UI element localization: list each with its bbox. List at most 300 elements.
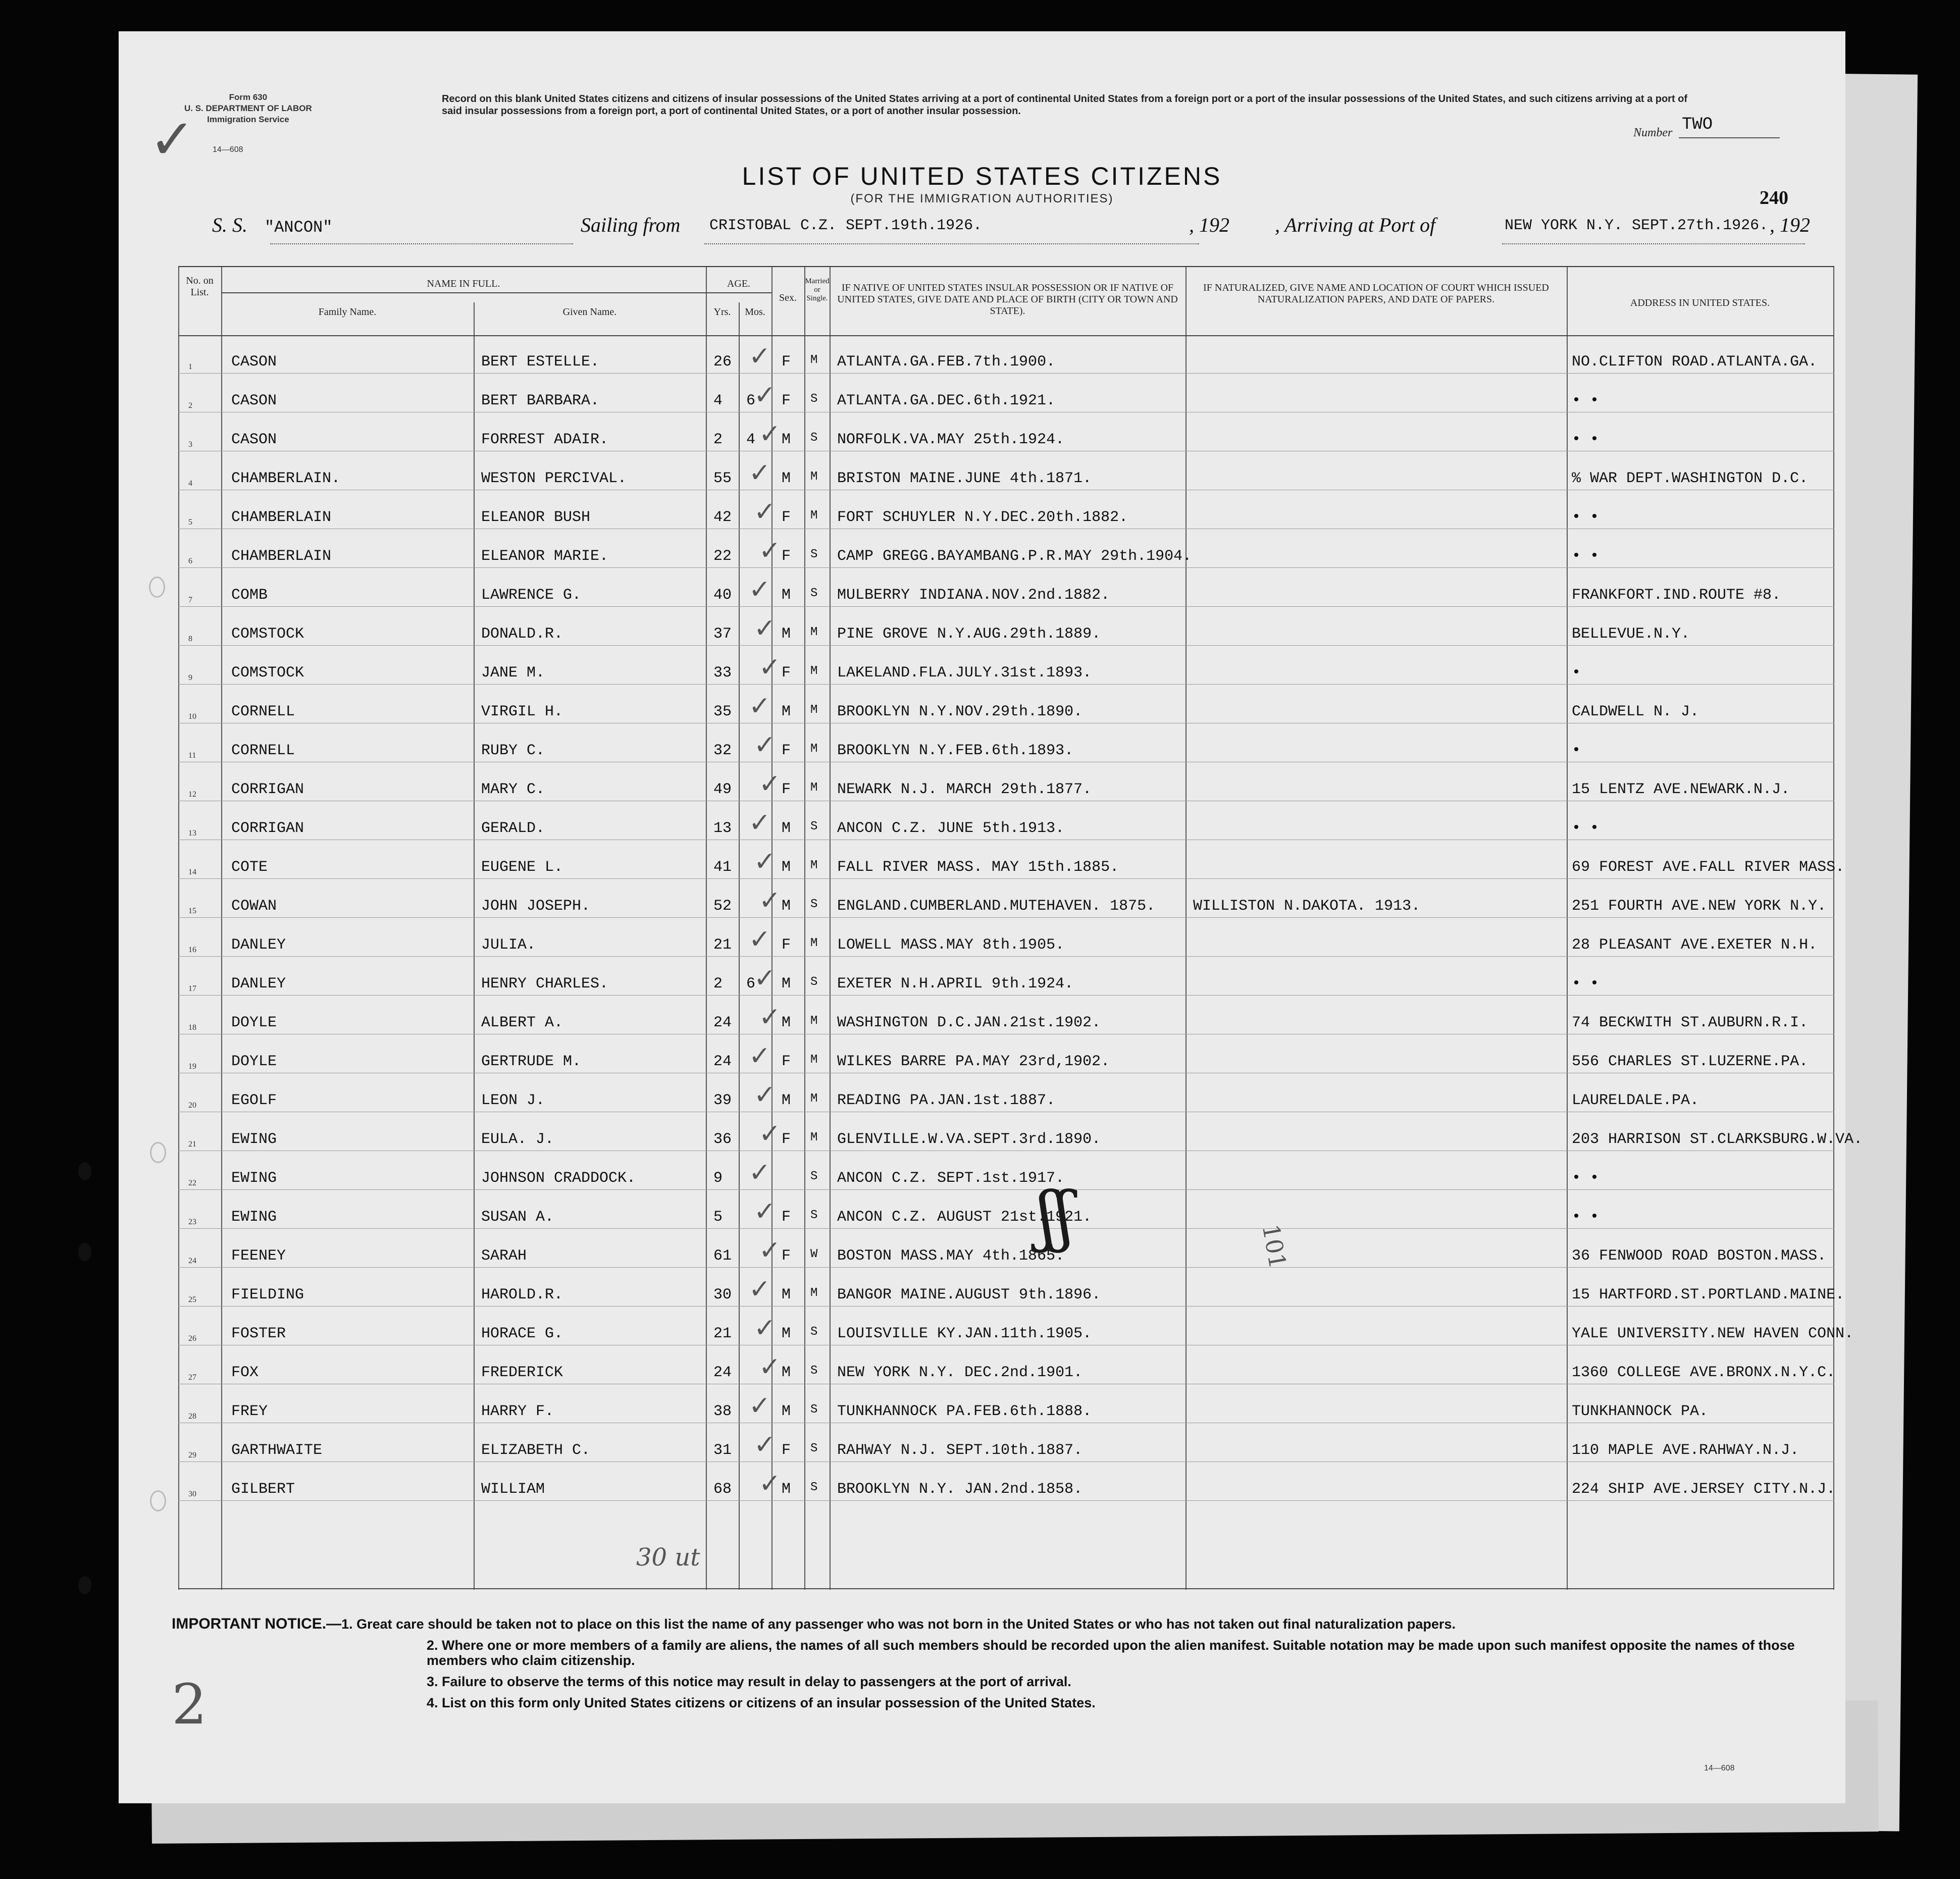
notice-item-1: 1. Great care should be taken not to place on this list the name of any passenger who was not born in the United States or who has not taken out final naturalization papers. <box>341 1616 1456 1632</box>
cell-no: 4 <box>188 479 192 488</box>
cell-sex: M <box>782 470 791 487</box>
cell-nat: WILLISTON N.DAKOTA. 1913. <box>1193 898 1421 915</box>
cell-mos: 6 <box>746 975 756 993</box>
pencil-check-mark: ✓ <box>749 924 771 955</box>
cell-no: 18 <box>188 1023 196 1032</box>
cell-addr: FRANKFORT.IND.ROUTE #8. <box>1572 587 1781 604</box>
cell-yrs: 30 <box>713 1286 732 1303</box>
cell-yrs: 32 <box>713 742 732 759</box>
pencil-check-mark: ✓ <box>754 497 776 527</box>
cell-no: 28 <box>188 1412 196 1421</box>
pencil-check-mark: ✓ <box>759 1002 781 1032</box>
cell-family: CHAMBERLAIN <box>231 548 332 565</box>
cell-sex: M <box>782 1325 791 1342</box>
cell-given: WILLIAM <box>481 1481 545 1498</box>
cell-birth: BROOKLYN N.Y.FEB.6th.1893. <box>837 742 1074 759</box>
cell-addr: • • <box>1572 1170 1600 1187</box>
cell-no: 12 <box>188 790 196 799</box>
manifest-page <box>119 31 1863 1803</box>
header-mos: Mos. <box>745 306 765 318</box>
cell-ms: M <box>810 742 818 756</box>
cell-given: WESTON PERCIVAL. <box>481 470 627 487</box>
cell-sex: M <box>782 820 791 837</box>
cell-birth: BANGOR MAINE.AUGUST 9th.1896. <box>837 1286 1101 1303</box>
cell-addr: 28 PLEASANT AVE.EXETER N.H. <box>1572 936 1818 954</box>
cell-family: FIELDING <box>231 1286 304 1303</box>
cell-yrs: 37 <box>713 625 732 643</box>
cell-sex: F <box>782 781 791 798</box>
cell-sex: F <box>782 1053 791 1070</box>
cell-family: GILBERT <box>231 1481 295 1498</box>
cell-ms: M <box>810 1092 818 1106</box>
cell-given: EULA. J. <box>481 1131 554 1148</box>
pencil-check-mark: ✓ <box>759 419 781 449</box>
row-rule <box>178 373 1834 374</box>
cell-sex: M <box>782 1014 791 1031</box>
cell-birth: NEWARK N.J. MARCH 29th.1877. <box>837 781 1092 798</box>
cell-addr: 74 BECKWITH ST.AUBURN.R.I. <box>1572 1014 1809 1031</box>
cell-family: CHAMBERLAIN <box>231 509 332 526</box>
cell-ms: S <box>810 548 818 561</box>
header-name-group: NAME IN FULL. <box>427 278 500 289</box>
cell-yrs: 22 <box>713 548 732 565</box>
cell-sex: M <box>782 703 791 720</box>
cell-family: CHAMBERLAIN. <box>231 470 341 487</box>
pencil-check-mark: ✓ <box>754 1080 776 1110</box>
instruction-text: Record on this blank United States citizens and citizens of insular possessions of the United States arriving at a port of continental United States from a foreign port or a port of the insular possessions of the United States, and such citizens arriving at a port of said insular possessions from a foreign port, a port of continental United States, or a port of another insular possession. <box>442 93 1688 117</box>
binder-hole <box>78 1576 91 1594</box>
sailing-label: Sailing from <box>581 214 681 236</box>
notice-item-4: 4. List on this form only United States citizens or citizens of an insular possession of the United States. <box>427 1695 1096 1710</box>
cell-ms: S <box>810 587 818 600</box>
cell-birth: LOUISVILLE KY.JAN.11th.1905. <box>837 1325 1092 1342</box>
cell-given: HARRY F. <box>481 1403 554 1420</box>
cell-no: 10 <box>188 712 196 721</box>
cell-sex: M <box>782 898 791 915</box>
notice-heading: IMPORTANT NOTICE.— <box>172 1615 342 1632</box>
cell-no: 20 <box>188 1101 196 1110</box>
cell-addr: • • <box>1572 548 1600 565</box>
cell-birth: GLENVILLE.W.VA.SEPT.3rd.1890. <box>837 1131 1101 1148</box>
cell-yrs: 24 <box>713 1053 732 1070</box>
cell-no: 24 <box>188 1257 196 1265</box>
cell-given: ELIZABETH C. <box>481 1442 591 1459</box>
year-suffix-2: , 192 <box>1770 214 1810 236</box>
cell-addr: 15 LENTZ AVE.NEWARK.N.J. <box>1572 781 1790 798</box>
row-rule <box>178 684 1834 685</box>
cell-given: HORACE G. <box>481 1325 563 1342</box>
pencil-check-mark: ✓ <box>749 1041 771 1071</box>
pencil-check-mark: ✓ <box>754 613 776 644</box>
pencil-check-mark: ✓ <box>759 1119 781 1149</box>
cell-given: BERT ESTELLE. <box>481 353 600 371</box>
binder-hole <box>150 1142 166 1163</box>
cell-given: LEON J. <box>481 1092 545 1109</box>
cell-addr: • <box>1572 664 1581 682</box>
cell-no: 3 <box>188 440 192 449</box>
cell-no: 13 <box>188 829 196 838</box>
cell-ms: M <box>810 664 818 678</box>
cell-sex: F <box>782 936 791 954</box>
cell-sex: M <box>782 431 791 448</box>
cell-family: CASON <box>231 353 277 371</box>
cell-birth: MULBERRY INDIANA.NOV.2nd.1882. <box>837 587 1110 604</box>
cell-no: 26 <box>188 1334 196 1343</box>
cell-family: CASON <box>231 392 277 409</box>
cell-yrs: 42 <box>713 509 732 526</box>
cell-given: ELEANOR BUSH <box>481 509 591 526</box>
cell-ms: M <box>810 625 818 639</box>
cell-no: 6 <box>188 557 192 565</box>
cell-family: EGOLF <box>231 1092 277 1109</box>
check-mark: ✓ <box>149 107 196 172</box>
cell-no: 15 <box>188 907 196 915</box>
cell-yrs: 21 <box>713 1325 732 1342</box>
sailing-underline <box>704 243 1199 244</box>
pencil-check-mark: ✓ <box>754 963 776 994</box>
cell-ms: S <box>810 1403 818 1417</box>
page-mark: 2 <box>172 1672 207 1737</box>
cell-addr: 110 MAPLE AVE.RAHWAY.N.J. <box>1572 1442 1799 1459</box>
pencil-check-mark: ✓ <box>749 1274 771 1304</box>
cell-ms: M <box>810 353 818 367</box>
cell-no: 1 <box>188 362 192 371</box>
number-underline <box>1679 137 1780 138</box>
cell-addr: 1360 COLLEGE AVE.BRONX.N.Y.C. <box>1572 1364 1836 1381</box>
cell-ms: M <box>810 1131 818 1144</box>
cell-family: EWING <box>231 1209 277 1226</box>
cell-sex: M <box>782 625 791 643</box>
cell-sex: F <box>782 742 791 759</box>
cell-sex: F <box>782 509 791 526</box>
cell-sex: M <box>782 1286 791 1303</box>
cell-given: MARY C. <box>481 781 545 798</box>
cell-ms: M <box>810 1014 818 1028</box>
cell-given: JANE M. <box>481 664 545 682</box>
cell-birth: WASHINGTON D.C.JAN.21st.1902. <box>837 1014 1101 1031</box>
form-identification <box>184 92 312 125</box>
cell-ms: M <box>810 1286 818 1300</box>
cell-addr: • • <box>1572 509 1600 526</box>
cell-ms: S <box>810 975 818 989</box>
binder-hole <box>149 577 165 598</box>
cell-family: CORNELL <box>231 703 295 720</box>
pencil-check-mark: ✓ <box>759 1352 781 1382</box>
cell-given: BERT BARBARA. <box>481 392 600 409</box>
cell-no: 14 <box>188 868 196 876</box>
cell-birth: ATLANTA.GA.DEC.6th.1921. <box>837 392 1056 409</box>
cell-given: ELEANOR MARIE. <box>481 548 609 565</box>
cell-sex: F <box>782 353 791 371</box>
cell-sex: F <box>782 548 791 565</box>
cell-birth: READING PA.JAN.1st.1887. <box>837 1092 1056 1109</box>
cell-birth: ANCON C.Z. JUNE 5th.1913. <box>837 820 1065 837</box>
ship-underline <box>270 243 573 244</box>
row-rule <box>178 1189 1834 1190</box>
cell-ms: S <box>810 1364 818 1378</box>
cell-ms: W <box>810 1247 818 1261</box>
cell-addr: 224 SHIP AVE.JERSEY CITY.N.J. <box>1572 1481 1836 1498</box>
cell-family: FOX <box>231 1364 259 1381</box>
cell-addr: TUNKHANNOCK PA. <box>1572 1403 1709 1420</box>
number-value: TWO <box>1682 115 1713 134</box>
header-age: AGE. <box>727 278 751 289</box>
cell-given: JOHN JOSEPH. <box>481 898 591 915</box>
cell-no: 17 <box>188 984 196 993</box>
row-rule <box>178 567 1834 568</box>
cell-birth: BROOKLYN N.Y.NOV.29th.1890. <box>837 703 1083 720</box>
cell-family: CORRIGAN <box>231 820 304 837</box>
row-rule <box>178 917 1834 918</box>
cell-family: COTE <box>231 859 268 876</box>
cell-ms: M <box>810 1053 818 1067</box>
cell-family: CASON <box>231 431 277 448</box>
cell-family: COMSTOCK <box>231 664 304 682</box>
binder-hole <box>78 1162 91 1180</box>
cell-yrs: 5 <box>713 1209 723 1226</box>
cell-family: COMSTOCK <box>231 625 304 643</box>
cell-no: 5 <box>188 518 192 527</box>
header-yrs: Yrs. <box>713 306 731 318</box>
cell-addr: • • <box>1572 392 1600 409</box>
header-married: Married or Single. <box>805 277 830 302</box>
cell-sex: F <box>782 664 791 682</box>
cell-ms: M <box>810 859 818 872</box>
binder-hole <box>78 1243 91 1261</box>
cell-birth: BOSTON MASS.MAY 4th.1865. <box>837 1247 1065 1265</box>
cell-given: SUSAN A. <box>481 1209 554 1226</box>
cell-no: 9 <box>188 673 192 682</box>
page-subtitle: (FOR THE IMMIGRATION AUTHORITIES) <box>850 192 1114 205</box>
cell-given: HAROLD.R. <box>481 1286 563 1303</box>
cell-birth: NORFOLK.VA.MAY 25th.1924. <box>837 431 1065 448</box>
cell-yrs: 55 <box>713 470 732 487</box>
cell-addr: • • <box>1572 820 1600 837</box>
cell-family: CORRIGAN <box>231 781 304 798</box>
cell-addr: BELLEVUE.N.Y. <box>1572 625 1690 643</box>
cell-no: 25 <box>188 1295 196 1304</box>
cell-addr: 203 HARRISON ST.CLARKSBURG.W.VA. <box>1572 1131 1863 1148</box>
cell-birth: TUNKHANNOCK PA.FEB.6th.1888. <box>837 1403 1092 1420</box>
form-code: 14—608 <box>213 145 243 154</box>
cell-family: GARTHWAITE <box>231 1442 323 1459</box>
cell-yrs: 9 <box>713 1170 723 1187</box>
cell-yrs: 39 <box>713 1092 732 1109</box>
cell-birth: CAMP GREGG.BAYAMBANG.P.R.MAY 29th.1904. <box>837 548 1192 565</box>
cell-yrs: 2 <box>713 975 723 993</box>
cell-given: JOHNSON CRADDOCK. <box>481 1170 636 1187</box>
header-no: No. on List. <box>186 275 214 298</box>
important-notice <box>172 1616 1838 1716</box>
cell-birth: LAKELAND.FLA.JULY.31st.1893. <box>837 664 1092 682</box>
pencil-check-mark: ✓ <box>759 769 781 799</box>
cell-no: 21 <box>188 1140 196 1149</box>
cell-addr: • • <box>1572 1209 1600 1226</box>
pencil-check-mark: ✓ <box>749 575 771 605</box>
row-rule <box>178 1500 1834 1501</box>
number-label: Number <box>1633 126 1673 139</box>
cell-family: DANLEY <box>231 936 286 954</box>
cell-ms: S <box>810 431 818 445</box>
arriving-label: , Arriving at Port of <box>1275 214 1436 236</box>
cell-mos: 6 <box>746 392 756 409</box>
cell-no: 23 <box>188 1218 196 1226</box>
cell-addr: 69 FOREST AVE.FALL RIVER MASS. <box>1572 859 1845 876</box>
cell-yrs: 13 <box>713 820 732 837</box>
pencil-check-mark: ✓ <box>749 458 771 488</box>
cell-yrs: 68 <box>713 1481 732 1498</box>
cell-given: LAWRENCE G. <box>481 587 582 604</box>
service-name: Immigration Service <box>207 115 289 124</box>
cell-ms: M <box>810 470 818 484</box>
cell-no: 29 <box>188 1451 196 1459</box>
pencil-check-mark: ✓ <box>754 380 776 410</box>
cell-sex: F <box>782 1247 791 1265</box>
cell-addr: NO.CLIFTON ROAD.ATLANTA.GA. <box>1572 353 1818 371</box>
row-rule <box>178 1267 1834 1268</box>
cell-no: 22 <box>188 1179 196 1187</box>
cell-yrs: 49 <box>713 781 732 798</box>
cell-sex: M <box>782 859 791 876</box>
cell-sex: M <box>782 1481 791 1498</box>
cell-ms: S <box>810 392 818 406</box>
header-given: Given Name. <box>562 306 617 318</box>
cell-given: HENRY CHARLES. <box>481 975 609 993</box>
cell-birth: ENGLAND.CUMBERLAND.MUTEHAVEN. 1875. <box>837 898 1156 915</box>
pencil-check-mark: ✓ <box>749 808 771 838</box>
header-birth: IF NATIVE OF UNITED STATES INSULAR POSSESSION OR IF NATIVE OF UNITED STATES, GIVE DATE AND PLACE OF BIRTH (CITY OR TOWN AND STATE). <box>837 282 1178 317</box>
cell-no: 8 <box>188 635 192 643</box>
cell-ms: M <box>810 781 818 795</box>
cell-addr: 251 FOURTH AVE.NEW YORK N.Y. <box>1572 898 1827 915</box>
cell-yrs: 41 <box>713 859 732 876</box>
cell-addr: • <box>1572 742 1581 759</box>
cell-birth: FORT SCHUYLER N.Y.DEC.20th.1882. <box>837 509 1128 526</box>
cell-sex: F <box>782 1442 791 1459</box>
cell-ms: S <box>810 898 818 911</box>
cell-no: 27 <box>188 1373 196 1382</box>
row-rule <box>178 1306 1834 1307</box>
footer-form-code: 14—608 <box>1704 1764 1735 1772</box>
cell-ms: S <box>810 1170 818 1183</box>
cell-no: 11 <box>188 751 196 760</box>
cell-given: DONALD.R. <box>481 625 563 643</box>
cell-mos: 4 <box>746 431 756 448</box>
cell-given: JULIA. <box>481 936 536 954</box>
cell-no: 7 <box>188 596 192 604</box>
cell-addr: YALE UNIVERSITY.NEW HAVEN CONN. <box>1572 1325 1854 1342</box>
cell-ms: M <box>810 509 818 523</box>
passenger-table <box>178 266 1863 1590</box>
cell-birth: FALL RIVER MASS. MAY 15th.1885. <box>837 859 1119 876</box>
cell-birth: EXETER N.H.APRIL 9th.1924. <box>837 975 1074 993</box>
cell-yrs: 31 <box>713 1442 732 1459</box>
cell-given: ALBERT A. <box>481 1014 563 1031</box>
ship-prefix: S. S. <box>212 214 247 236</box>
pencil-check-mark: ✓ <box>754 1196 776 1227</box>
pencil-check-mark: ✓ <box>749 1158 771 1188</box>
cell-yrs: 33 <box>713 664 732 682</box>
pencil-check-mark: ✓ <box>759 1235 781 1266</box>
pencil-check-mark: ✓ <box>754 730 776 760</box>
cell-birth: LOWELL MASS.MAY 8th.1905. <box>837 936 1065 954</box>
cell-no: 16 <box>188 946 196 954</box>
cell-sex: M <box>782 587 791 604</box>
row-rule <box>178 995 1834 996</box>
cell-given: FREDERICK <box>481 1364 563 1381</box>
header-sex: Sex. <box>779 292 797 303</box>
cell-yrs: 61 <box>713 1247 732 1265</box>
pencil-check-mark: ✓ <box>759 536 781 566</box>
cell-family: FEENEY <box>231 1247 286 1265</box>
cell-addr: • • <box>1572 975 1600 993</box>
cell-given: EUGENE L. <box>481 859 563 876</box>
pencil-check-mark: ✓ <box>749 1391 771 1421</box>
cell-birth: BROOKLYN N.Y. JAN.2nd.1858. <box>837 1481 1083 1498</box>
cell-yrs: 21 <box>713 936 732 954</box>
notice-item-2: 2. Where one or more members of a family are aliens, the names of all such members should be recorded upon the alien manifest. Suitable notation may be made upon such manifest opposite the names of those members who claim citizenship. <box>427 1638 1795 1668</box>
cell-yrs: 38 <box>713 1403 732 1420</box>
cell-yrs: 2 <box>713 431 723 448</box>
cell-family: DANLEY <box>231 975 286 993</box>
pencil-check-mark: ✓ <box>754 1313 776 1343</box>
cell-yrs: 35 <box>713 703 732 720</box>
cell-sex: M <box>782 1364 791 1381</box>
arriving-value: NEW YORK N.Y. SEPT.27th.1926. <box>1505 217 1769 234</box>
pencil-check-mark: ✓ <box>759 652 781 683</box>
pencil-check-mark: ✓ <box>749 691 771 721</box>
cell-addr: % WAR DEPT.WASHINGTON D.C. <box>1572 470 1809 487</box>
cell-sex: M <box>782 1403 791 1420</box>
cell-addr: LAURELDALE.PA. <box>1572 1092 1699 1109</box>
cell-yrs: 24 <box>713 1014 732 1031</box>
row-rule <box>178 878 1834 879</box>
cell-yrs: 40 <box>713 587 732 604</box>
cell-addr: 556 CHARLES ST.LUZERNE.PA. <box>1572 1053 1809 1070</box>
cell-yrs: 36 <box>713 1131 732 1148</box>
row-rule <box>178 1228 1834 1229</box>
cell-given: FORREST ADAIR. <box>481 431 609 448</box>
cell-addr: CALDWELL N. J. <box>1572 703 1699 720</box>
cell-birth: WILKES BARRE PA.MAY 23rd,1902. <box>837 1053 1110 1070</box>
cell-sex: F <box>782 392 791 409</box>
cell-family: FREY <box>231 1403 268 1420</box>
cell-given: GERTRUDE M. <box>481 1053 582 1070</box>
cell-birth: RAHWAY N.J. SEPT.10th.1887. <box>837 1442 1083 1459</box>
cell-given: VIRGIL H. <box>481 703 563 720</box>
cell-ms: M <box>810 936 818 950</box>
cell-addr: 15 HARTFORD.ST.PORTLAND.MAINE. <box>1572 1286 1845 1303</box>
header-address: ADDRESS IN UNITED STATES. <box>1630 297 1770 308</box>
page-stamp: 240 <box>1760 187 1788 208</box>
cell-given: RUBY C. <box>481 742 545 759</box>
cell-birth: NEW YORK N.Y. DEC.2nd.1901. <box>837 1364 1083 1381</box>
header-naturalized: IF NATURALIZED, GIVE NAME AND LOCATION OF COURT WHICH ISSUED NATURALIZATION PAPERS, AND DATE OF PAPERS. <box>1203 282 1549 305</box>
binder-hole <box>150 1490 166 1511</box>
page-title: LIST OF UNITED STATES CITIZENS <box>742 162 1222 190</box>
form-number: Form 630 <box>229 92 268 102</box>
cell-no: 19 <box>188 1062 196 1071</box>
sailing-value: CRISTOBAL C.Z. SEPT.19th.1926. <box>709 217 983 234</box>
cell-ms: S <box>810 1325 818 1339</box>
cell-sex: M <box>782 1092 791 1109</box>
cell-yrs: 24 <box>713 1364 732 1381</box>
year-suffix-1: , 192 <box>1189 214 1229 236</box>
stamp-note: 101 <box>1257 1222 1292 1271</box>
row-rule <box>178 956 1834 957</box>
cell-birth: PINE GROVE N.Y.AUG.29th.1889. <box>837 625 1101 643</box>
count-note: 30 ut <box>636 1543 700 1572</box>
